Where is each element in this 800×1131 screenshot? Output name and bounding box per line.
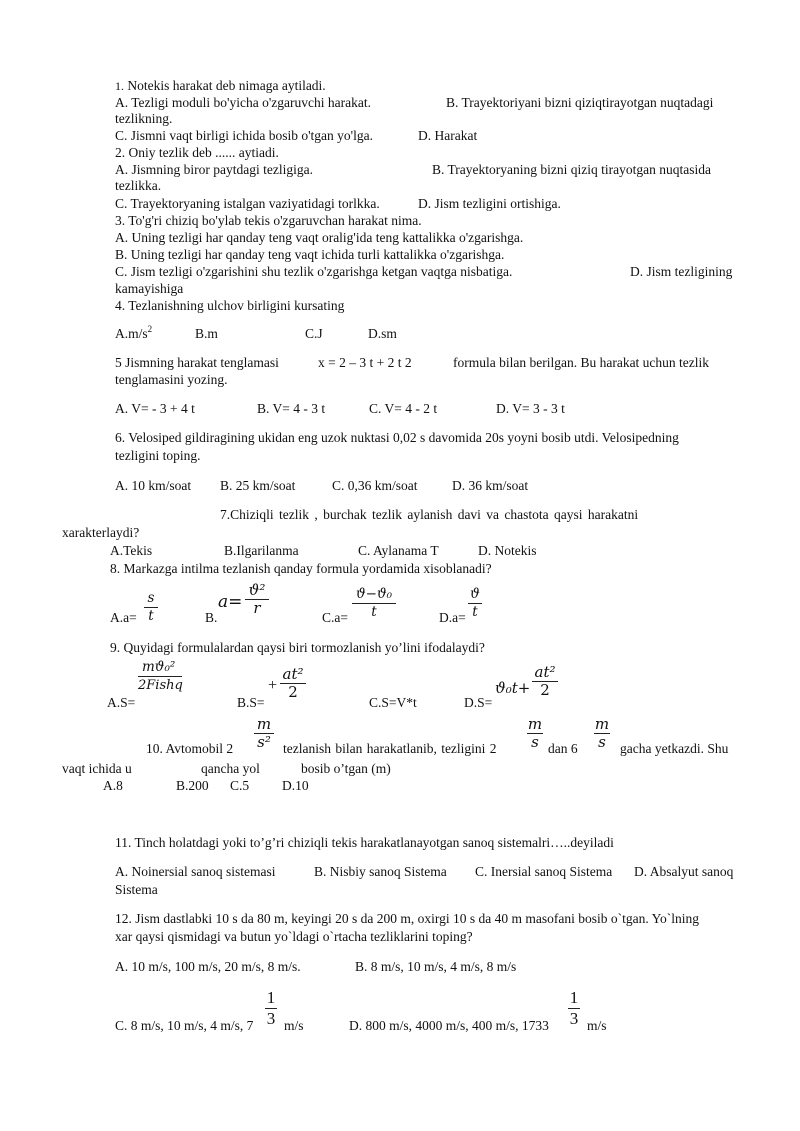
question-10-line2b: qancha yol (201, 761, 260, 776)
fraction-one-third (568, 988, 580, 1029)
numerator: m (594, 715, 610, 733)
question-text: Notekis harakat deb nimaga aytiladi. (127, 78, 326, 93)
denominator: 2Fishq (138, 678, 183, 693)
option-a: A. Jismning biror paytdagi tezligiga. (115, 162, 313, 177)
option-b-cont: tezlikning. (115, 111, 173, 126)
option-d: D. Harakat (418, 128, 478, 143)
option-c: C. 8 m/s, 10 m/s, 4 m/s, 7 (115, 1018, 254, 1033)
fraction-v2-over-r (245, 582, 269, 617)
option-c: C. Inersial sanoq Sistema (475, 864, 613, 879)
denominator: 3 (266, 1009, 276, 1028)
numerator: 1 (569, 988, 579, 1007)
option-a: A.a= (110, 610, 137, 625)
numerator: mϑ₀² (142, 659, 176, 675)
question-1 (115, 78, 326, 94)
fraction-dv-over-t (352, 586, 396, 621)
option-c: C. Trayektoryaning istalgan vaziyatidagi torlkka. (115, 196, 380, 211)
option-c: C.a= (322, 610, 348, 625)
option-c: C. 0,36 km/soat (332, 478, 418, 493)
option-b: B. (205, 610, 218, 625)
unit-m-per-s (527, 716, 543, 751)
option-d: D. 800 m/s, 4000 m/s, 400 m/s, 1733 (349, 1018, 549, 1033)
option-c: C.5 (230, 778, 250, 793)
question-10-part2: tezlanish bilan harakatlanib, tezligini 2 (283, 741, 497, 756)
denominator: t (352, 603, 396, 621)
question-3: 3. To'g'ri chiziq bo'ylab tekis o'zgaruvchan harakat nima. (115, 213, 422, 228)
question-4: 4. Tezlanishning ulchov birligini kursating (115, 298, 345, 313)
option-c: C. Jismni vaqt birligi ichida bosib o'tgan yo'lga. (115, 128, 373, 143)
question-10-part1: 10. Avtomobil 2 (146, 741, 234, 756)
option-a: A. 10 km/soat (115, 478, 192, 493)
option-b-cont: tezlikka. (115, 178, 162, 193)
question-12-line1: 12. Jism dastlabki 10 s da 80 m, keyingi 20 s da 200 m, oxirgi 10 s da 40 m masofani bosib o`tgan. Yo`lning (115, 911, 699, 926)
option-b: B. Nisbiy sanoq Sistema (314, 864, 447, 879)
numerator: m (527, 715, 543, 733)
option-c-unit: m/s (284, 1018, 304, 1033)
option-d-cont: Sistema (115, 882, 158, 897)
question-5-line2: tenglamasini yozing. (115, 372, 228, 387)
formula-lhs: a= (218, 592, 243, 612)
option-a: A. V= - 3 + 4 t (115, 401, 195, 416)
question-6-line1: 6. Velosiped gildiragining ukidan eng uzok nuktasi 0,02 s davomida 20s yoyni bosib utdi. Velosipedning (115, 430, 679, 445)
plus-sign: + (268, 677, 278, 694)
question-9: 9. Quyidagi formulalardan qaysi biri tormozlanish yo’lini ifodalaydi? (110, 640, 485, 655)
numerator: at² (534, 663, 556, 681)
option-c: C.S=V*t (369, 695, 417, 710)
option-b: B. Uning tezligi har qanday teng vaqt ichida turli kattalikka o'zgarishga. (115, 247, 505, 262)
equation: x = 2 – 3 t + 2 t 2 (318, 355, 412, 370)
denominator: s² (254, 733, 274, 751)
question-6-line2: tezligini toping. (115, 448, 201, 463)
option-b: B.m (195, 326, 218, 341)
option-c: C. Aylanama T (358, 543, 439, 558)
option-d: D.S= (464, 695, 493, 710)
question-10-line2c: bosib o’tgan (m) (301, 761, 391, 776)
option-a: A.S= (107, 695, 136, 710)
question-10-line2a: vaqt ichida u (62, 761, 132, 776)
option-a: A. Noinersial sanoq sistemasi (115, 864, 276, 879)
option-d-unit: m/s (587, 1018, 607, 1033)
fraction-at2-over-2 (280, 666, 306, 701)
option-a: A.Tekis (110, 543, 153, 558)
option-a: A. Uning tezligi har qanday teng vaqt oralig'ida teng kattalikka o'zgarishga. (115, 230, 524, 245)
question-number: 1. (115, 79, 124, 93)
numerator: m (256, 715, 272, 733)
denominator: 2 (532, 681, 558, 699)
option-d: D.sm (368, 326, 397, 341)
option-c: C. V= 4 - 2 t (369, 401, 438, 416)
option-c: C. Jism tezligi o'zgarishini shu tezlik o'zgarishga ketgan vaqtga nisbatiga. (115, 264, 513, 279)
option-b: B. Trayektoryaning bizni qiziq tirayotgan nuqtasida (432, 162, 711, 177)
option-d: D. 36 km/soat (452, 478, 529, 493)
option-d: D.a= (439, 610, 466, 625)
denominator: s (594, 733, 610, 751)
option-b: B. V= 4 - 3 t (257, 401, 326, 416)
unit-m-per-s2 (254, 716, 274, 751)
option-a (115, 326, 152, 342)
option-d: D. Jism tezligini ortishiga. (418, 196, 561, 211)
denominator: 2 (280, 683, 306, 701)
denominator: s (527, 733, 543, 751)
option-b: B. Trayektoriyani bizni qiziqtirayotgan nuqtadagi (446, 95, 714, 110)
question-7-line1: 7.Chiziqli tezlik , burchak tezlik aylanish davi va chastota qaysi harakatni (220, 507, 639, 522)
fraction-one-third (265, 988, 277, 1029)
option-d: D.10 (282, 778, 309, 793)
option-b: B.S= (237, 695, 265, 710)
option-c: C.J (305, 326, 323, 341)
denominator: t (144, 607, 158, 625)
option-b: B.200 (176, 778, 209, 793)
numerator: s (147, 590, 155, 606)
numerator: ϑ−ϑ₀ (355, 586, 393, 602)
question-10-part3: dan 6 (548, 741, 578, 756)
numerator: 1 (266, 988, 276, 1007)
option-d: D. Notekis (478, 543, 537, 558)
superscript: 2 (147, 324, 153, 334)
question-5-part2: formula bilan berilgan. Bu harakat uchun tezlik (453, 355, 710, 370)
unit-m-per-s (594, 716, 610, 751)
question-8: 8. Markazga intilma tezlanish qanday formula yordamida xisoblanadi? (110, 561, 492, 576)
fraction-v-over-t (468, 586, 482, 621)
option-b: B.Ilgarilanma (224, 543, 299, 558)
option-a-text: A.m/s (115, 326, 148, 341)
option-b: B. 8 m/s, 10 m/s, 4 m/s, 8 m/s (355, 959, 517, 974)
option-d: D. Jism tezligining (630, 264, 733, 279)
option-d: D. Absalyut sanoq (634, 864, 734, 879)
numerator: at² (282, 665, 304, 683)
denominator: r (245, 599, 269, 617)
numerator: ϑ² (248, 581, 266, 599)
option-a: A. Tezligi moduli bo'yicha o'zgaruvchi harakat. (115, 95, 371, 110)
option-d: D. V= 3 - 3 t (496, 401, 565, 416)
fraction-s-over-t (144, 590, 158, 625)
option-d-cont: kamayishiga (115, 281, 184, 296)
question-11: 11. Tinch holatdagi yoki to’g’ri chiziqli tekis harakatlanayotgan sanoq sistemalri…..deyiladi (115, 835, 614, 850)
option-b: B. 25 km/soat (220, 478, 296, 493)
question-12-line2: xar qaysi qismidagi va butun yo`ldagi o`rtacha tezliklarini toping? (115, 929, 473, 944)
question-2: 2. Oniy tezlik deb ...... aytiadi. (115, 145, 279, 160)
question-10-part4: gacha yetkazdi. Shu (620, 741, 729, 756)
numerator: ϑ (470, 586, 480, 602)
option-a: A. 10 m/s, 100 m/s, 20 m/s, 8 m/s. (115, 959, 301, 974)
formula-lhs: ϑ₀t+ (495, 679, 531, 697)
question-7-line2: xarakterlaydi? (62, 525, 140, 540)
question-5-part1: 5 Jismning harakat tenglamasi (115, 355, 279, 370)
denominator: t (468, 603, 482, 621)
fraction-braking (138, 659, 182, 694)
option-a: A.8 (103, 778, 123, 793)
fraction-at2-over-2 (532, 664, 558, 699)
denominator: 3 (569, 1009, 579, 1028)
